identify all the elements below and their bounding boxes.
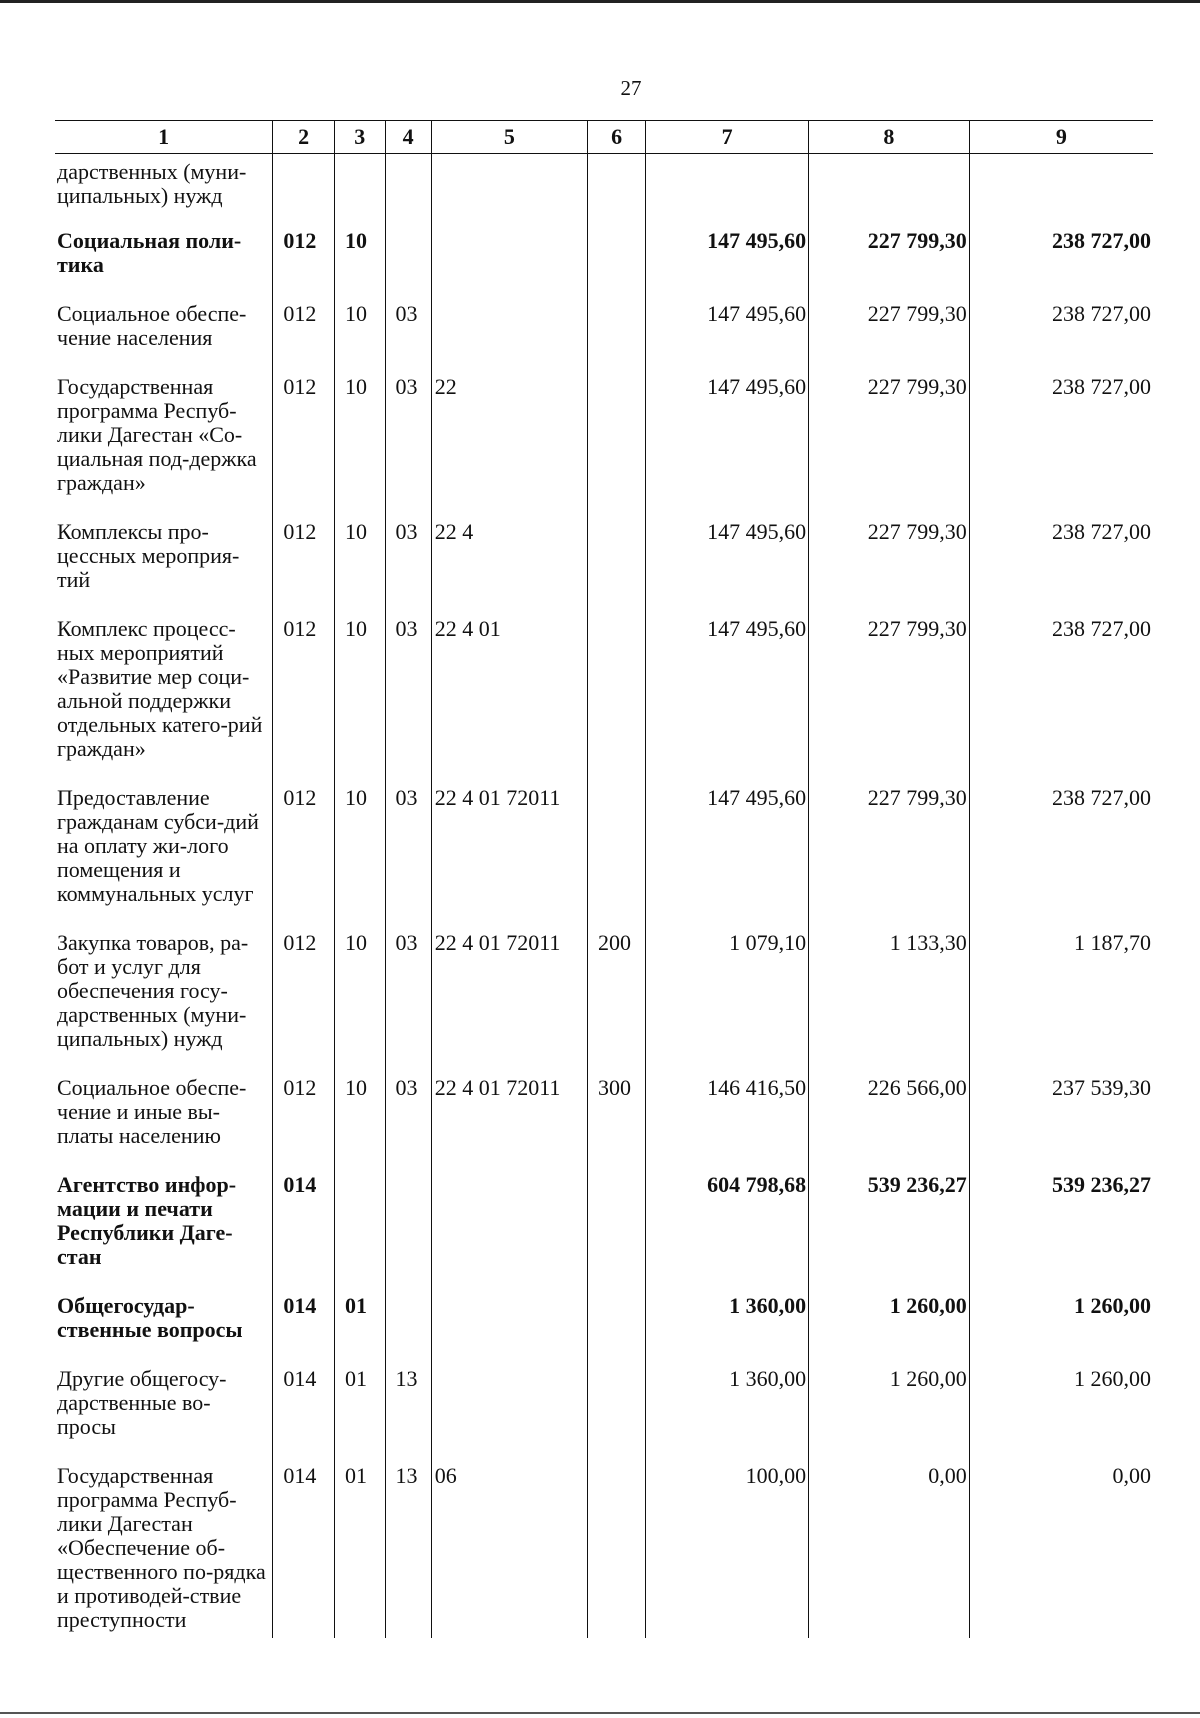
row-amount-9-cell: 1 187,70 (969, 924, 1153, 1069)
row-amount-8-cell: 227 799,30 (809, 513, 970, 610)
col-header-5: 5 (431, 121, 587, 154)
row-name-cell: Другие общегосу-дарственные во-просы (55, 1360, 273, 1457)
row-code-2-cell: 014 (273, 1166, 335, 1287)
row-name-cell: Социальная поли-тика (55, 222, 273, 295)
row-code-6-cell (587, 368, 645, 513)
row-code-3-cell: 10 (334, 610, 385, 779)
row-amount-8-cell: 227 799,30 (809, 368, 970, 513)
row-amount-8-cell (809, 154, 970, 223)
row-name-cell: Агентство инфор-мации и печати Республики Даге-стан (55, 1166, 273, 1287)
row-amount-8-cell: 0,00 (809, 1457, 970, 1638)
row-code-6-cell (587, 222, 645, 295)
table-row (55, 610, 1153, 779)
row-code-2-cell: 012 (273, 513, 335, 610)
row-amount-8-cell: 227 799,30 (809, 222, 970, 295)
row-code-6-cell (587, 1166, 645, 1287)
row-code-2-cell: 014 (273, 1360, 335, 1457)
row-code-3-cell: 10 (334, 924, 385, 1069)
row-code-4-cell (385, 222, 431, 295)
row-code-3-cell: 10 (334, 1069, 385, 1166)
row-amount-8-cell: 227 799,30 (809, 779, 970, 924)
row-code-5-cell: 22 4 01 72011 (431, 1069, 587, 1166)
row-code-6-cell (587, 779, 645, 924)
row-amount-8-cell: 1 260,00 (809, 1360, 970, 1457)
row-code-6-cell (587, 1287, 645, 1360)
row-amount-7-cell: 147 495,60 (646, 779, 809, 924)
row-amount-9-cell: 1 260,00 (969, 1287, 1153, 1360)
row-amount-7-cell: 147 495,60 (646, 222, 809, 295)
row-code-3-cell: 10 (334, 368, 385, 513)
row-code-5-cell: 22 4 01 72011 (431, 924, 587, 1069)
row-code-5-cell (431, 1166, 587, 1287)
table-row (55, 513, 1153, 610)
row-code-4-cell: 03 (385, 1069, 431, 1166)
row-code-5-cell: 22 4 01 72011 (431, 779, 587, 924)
row-name-cell: Предоставление гражданам субси-дий на оплату жи-лого помещения и коммунальных услуг (55, 779, 273, 924)
row-code-4-cell: 03 (385, 779, 431, 924)
row-name-cell: Закупка товаров, ра-бот и услуг для обеспечения госу-дарственных (муни-ципальных) нужд (55, 924, 273, 1069)
row-code-3-cell: 10 (334, 779, 385, 924)
table-row (55, 368, 1153, 513)
row-code-5-cell (431, 295, 587, 368)
row-name-cell: дарственных (муни-ципальных) нужд (55, 154, 273, 223)
row-code-6-cell (587, 154, 645, 223)
table-body (55, 154, 1153, 1639)
row-code-4-cell (385, 1166, 431, 1287)
row-amount-9-cell: 238 727,00 (969, 295, 1153, 368)
row-code-4-cell: 03 (385, 513, 431, 610)
row-code-2-cell: 012 (273, 610, 335, 779)
row-code-3-cell: 01 (334, 1360, 385, 1457)
col-header-9: 9 (969, 121, 1153, 154)
row-code-5-cell (431, 154, 587, 223)
row-code-3-cell: 01 (334, 1287, 385, 1360)
row-amount-9-cell (969, 154, 1153, 223)
table-row (55, 295, 1153, 368)
row-amount-7-cell: 147 495,60 (646, 513, 809, 610)
row-amount-7-cell (646, 154, 809, 223)
row-amount-7-cell: 1 360,00 (646, 1287, 809, 1360)
row-code-2-cell: 012 (273, 368, 335, 513)
row-name-cell: Социальное обеспе-чение и иные вы-платы населению (55, 1069, 273, 1166)
row-code-5-cell: 22 (431, 368, 587, 513)
row-code-3-cell: 10 (334, 222, 385, 295)
row-code-5-cell (431, 1360, 587, 1457)
row-amount-7-cell: 147 495,60 (646, 368, 809, 513)
row-amount-9-cell: 539 236,27 (969, 1166, 1153, 1287)
row-amount-8-cell: 226 566,00 (809, 1069, 970, 1166)
row-code-6-cell (587, 1457, 645, 1638)
row-code-5-cell (431, 1287, 587, 1360)
row-code-4-cell: 13 (385, 1360, 431, 1457)
row-amount-7-cell: 147 495,60 (646, 295, 809, 368)
row-code-5-cell: 22 4 01 (431, 610, 587, 779)
row-code-3-cell: 01 (334, 1457, 385, 1638)
row-code-6-cell (587, 1360, 645, 1457)
row-amount-7-cell: 147 495,60 (646, 610, 809, 779)
row-amount-7-cell: 1 079,10 (646, 924, 809, 1069)
row-code-2-cell: 012 (273, 924, 335, 1069)
row-code-3-cell: 10 (334, 295, 385, 368)
row-code-6-cell: 300 (587, 1069, 645, 1166)
row-amount-8-cell: 1 133,30 (809, 924, 970, 1069)
row-code-5-cell: 22 4 (431, 513, 587, 610)
row-amount-9-cell: 0,00 (969, 1457, 1153, 1638)
row-amount-9-cell: 238 727,00 (969, 610, 1153, 779)
row-code-4-cell: 03 (385, 368, 431, 513)
table-row (55, 1457, 1153, 1638)
row-amount-9-cell: 1 260,00 (969, 1360, 1153, 1457)
row-code-4-cell: 03 (385, 295, 431, 368)
row-amount-9-cell: 238 727,00 (969, 368, 1153, 513)
row-code-4-cell: 03 (385, 924, 431, 1069)
row-amount-7-cell: 100,00 (646, 1457, 809, 1638)
table-row (55, 222, 1153, 295)
row-code-6-cell: 200 (587, 924, 645, 1069)
table-row (55, 154, 1153, 223)
table-row (55, 779, 1153, 924)
col-header-6: 6 (587, 121, 645, 154)
row-amount-9-cell: 237 539,30 (969, 1069, 1153, 1166)
row-amount-8-cell: 1 260,00 (809, 1287, 970, 1360)
col-header-2: 2 (273, 121, 335, 154)
row-name-cell: Государственная программа Респуб-лики Дагестан «Со-циальная под-держка граждан» (55, 368, 273, 513)
row-amount-7-cell: 146 416,50 (646, 1069, 809, 1166)
row-amount-7-cell: 1 360,00 (646, 1360, 809, 1457)
row-code-4-cell: 13 (385, 1457, 431, 1638)
table-row (55, 1287, 1153, 1360)
row-code-6-cell (587, 610, 645, 779)
row-code-6-cell (587, 513, 645, 610)
row-code-2-cell: 012 (273, 1069, 335, 1166)
row-amount-8-cell: 227 799,30 (809, 610, 970, 779)
table-row (55, 924, 1153, 1069)
row-code-5-cell (431, 222, 587, 295)
budget-table (55, 120, 1153, 1638)
row-name-cell: Социальное обеспе-чение населения (55, 295, 273, 368)
row-code-3-cell (334, 154, 385, 223)
row-amount-9-cell: 238 727,00 (969, 779, 1153, 924)
row-name-cell: Комплексы про-цессных мероприя-тий (55, 513, 273, 610)
row-name-cell: Общегосудар-ственные вопросы (55, 1287, 273, 1360)
table-row (55, 1360, 1153, 1457)
col-header-7: 7 (646, 121, 809, 154)
row-code-2-cell (273, 154, 335, 223)
row-amount-8-cell: 227 799,30 (809, 295, 970, 368)
row-name-cell: Государственная программа Респуб-лики Дагестан «Обеспечение об-щественного по-рядка и противодей-ствие преступности (55, 1457, 273, 1638)
row-code-5-cell: 06 (431, 1457, 587, 1638)
bottom-rule (0, 1712, 1200, 1714)
row-amount-9-cell: 238 727,00 (969, 513, 1153, 610)
row-code-4-cell (385, 1287, 431, 1360)
table-row (55, 1069, 1153, 1166)
row-name-cell: Комплекс процесс-ных мероприятий «Развитие мер соци-альной поддержки отдельных катего-рий граждан» (55, 610, 273, 779)
row-code-4-cell: 03 (385, 610, 431, 779)
row-code-3-cell: 10 (334, 513, 385, 610)
col-header-1: 1 (55, 121, 273, 154)
row-code-2-cell: 014 (273, 1287, 335, 1360)
row-code-3-cell (334, 1166, 385, 1287)
row-code-4-cell (385, 154, 431, 223)
page-number: 27 (620, 76, 642, 100)
top-rule (0, 0, 1200, 3)
row-amount-7-cell: 604 798,68 (646, 1166, 809, 1287)
row-code-2-cell: 012 (273, 222, 335, 295)
row-amount-9-cell: 238 727,00 (969, 222, 1153, 295)
row-amount-8-cell: 539 236,27 (809, 1166, 970, 1287)
row-code-2-cell: 012 (273, 779, 335, 924)
row-code-2-cell: 014 (273, 1457, 335, 1638)
col-header-8: 8 (809, 121, 970, 154)
col-header-4: 4 (385, 121, 431, 154)
row-code-2-cell: 012 (273, 295, 335, 368)
row-code-6-cell (587, 295, 645, 368)
table-row (55, 1166, 1153, 1287)
col-header-3: 3 (334, 121, 385, 154)
header-row (55, 121, 1153, 154)
